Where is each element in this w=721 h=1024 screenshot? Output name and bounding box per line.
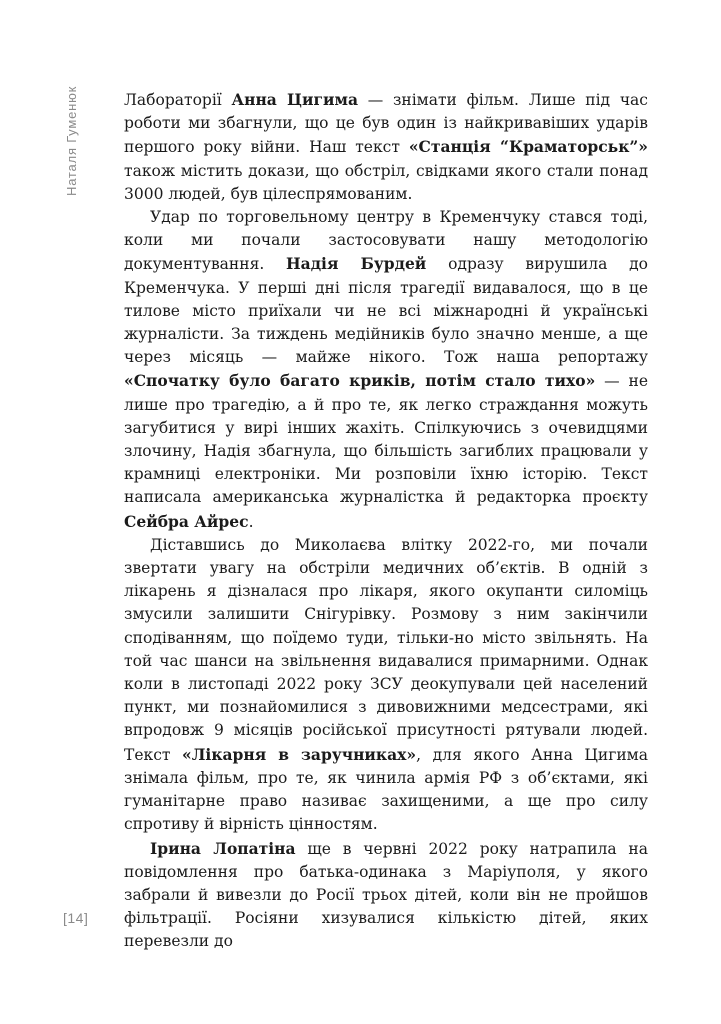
text-run: Удар по торговельному центру в Кременчуку стався тоді, коли ми почали застосовувати нашу методологію документування.: [124, 208, 648, 274]
text-run: — не лише про трагедію, а й про те, як легко страждання можуть загубитися у вирі інших жахіть. Спілкуючись з очевидцями злочину, Надія збагнула, що більшість загиблих працювали у крамниці електроніки. Ми розповіли їхню історію. Текст написала американська журналістка й редакторка проєкту: [124, 372, 648, 507]
text-run: ще в червні 2022 року натрапила на повідомлення про батька-одинака з Маріуполя, у якого забрали й вивезли до Росії трьох дітей, коли він не пройшов фільтрації. Росіяни хизувалися кількістю дітей, яких перевезли до: [124, 839, 648, 951]
paragraph-4: [124, 837, 648, 954]
bold-name: Сейбра Айрес: [124, 511, 249, 531]
paragraph-3: [124, 534, 648, 837]
bold-name: Надія Бурдей: [286, 254, 427, 274]
text-run: Лабораторії: [124, 91, 232, 109]
bold-name: Анна Цигима: [231, 90, 358, 109]
bold-title: «Спочатку було багато криків, потім стало тихо»: [124, 371, 596, 391]
running-head: Наталя Гуменюк: [64, 86, 79, 197]
paragraph-1: [124, 88, 648, 206]
text-run: Діставшись до Миколаєва влітку 2022-го, ми почали звертати увагу на обстріли медичних об’єктів. В одній з лікарень я дізналася про лікаря, якого окупанти силоміць змусили залишити Снігурівку. Розмову з ним закінчили сподіванням, що поїдемо туди, тільки-но місто звільнять. На той час шанси на звільнення видавалися примарними. Однак коли в листопаді 2022 року ЗСУ деокупували цей населений пункт, ми познайомилися з дивовижними медсестрами, які впродовж 9 місяців російської присутності рятували людей. Текст: [124, 535, 648, 764]
bold-title: «Лікарня в заручниках»: [182, 744, 417, 764]
paragraph-2: [124, 206, 648, 534]
text-run: також містить докази, що обстріл, свідками якого стали понад 3000 людей, був цілеспрямованим.: [124, 161, 648, 203]
text-run: .: [248, 512, 254, 531]
text-run: — знімати фільм. Лише під час роботи ми збагнули, що це був один із найкривавіших ударів першого року війни. Наш текст: [124, 91, 648, 157]
body-text: [124, 88, 648, 954]
page-number: [14]: [63, 910, 89, 926]
bold-name: Ірина Лопатіна: [150, 838, 296, 858]
text-run: одразу вирушила до Кременчука. У перші дні після трагедії видавалося, що в це тилове місто приїхали чи не всі міжнародні й українські журналісти. За тиждень медійників було значно менше, а ще через місяць — майже нікого. Тож наша репортажу: [124, 255, 648, 367]
bold-title: «Станція “Краматорськ”»: [408, 137, 648, 157]
text-run: , для якого Анна Цигима знімала фільм, про те, як чинила армія РФ з об’єктами, які гуманітарне право називає захищеними, а ще про силу спротиву й вірність цінностям.: [124, 745, 648, 834]
